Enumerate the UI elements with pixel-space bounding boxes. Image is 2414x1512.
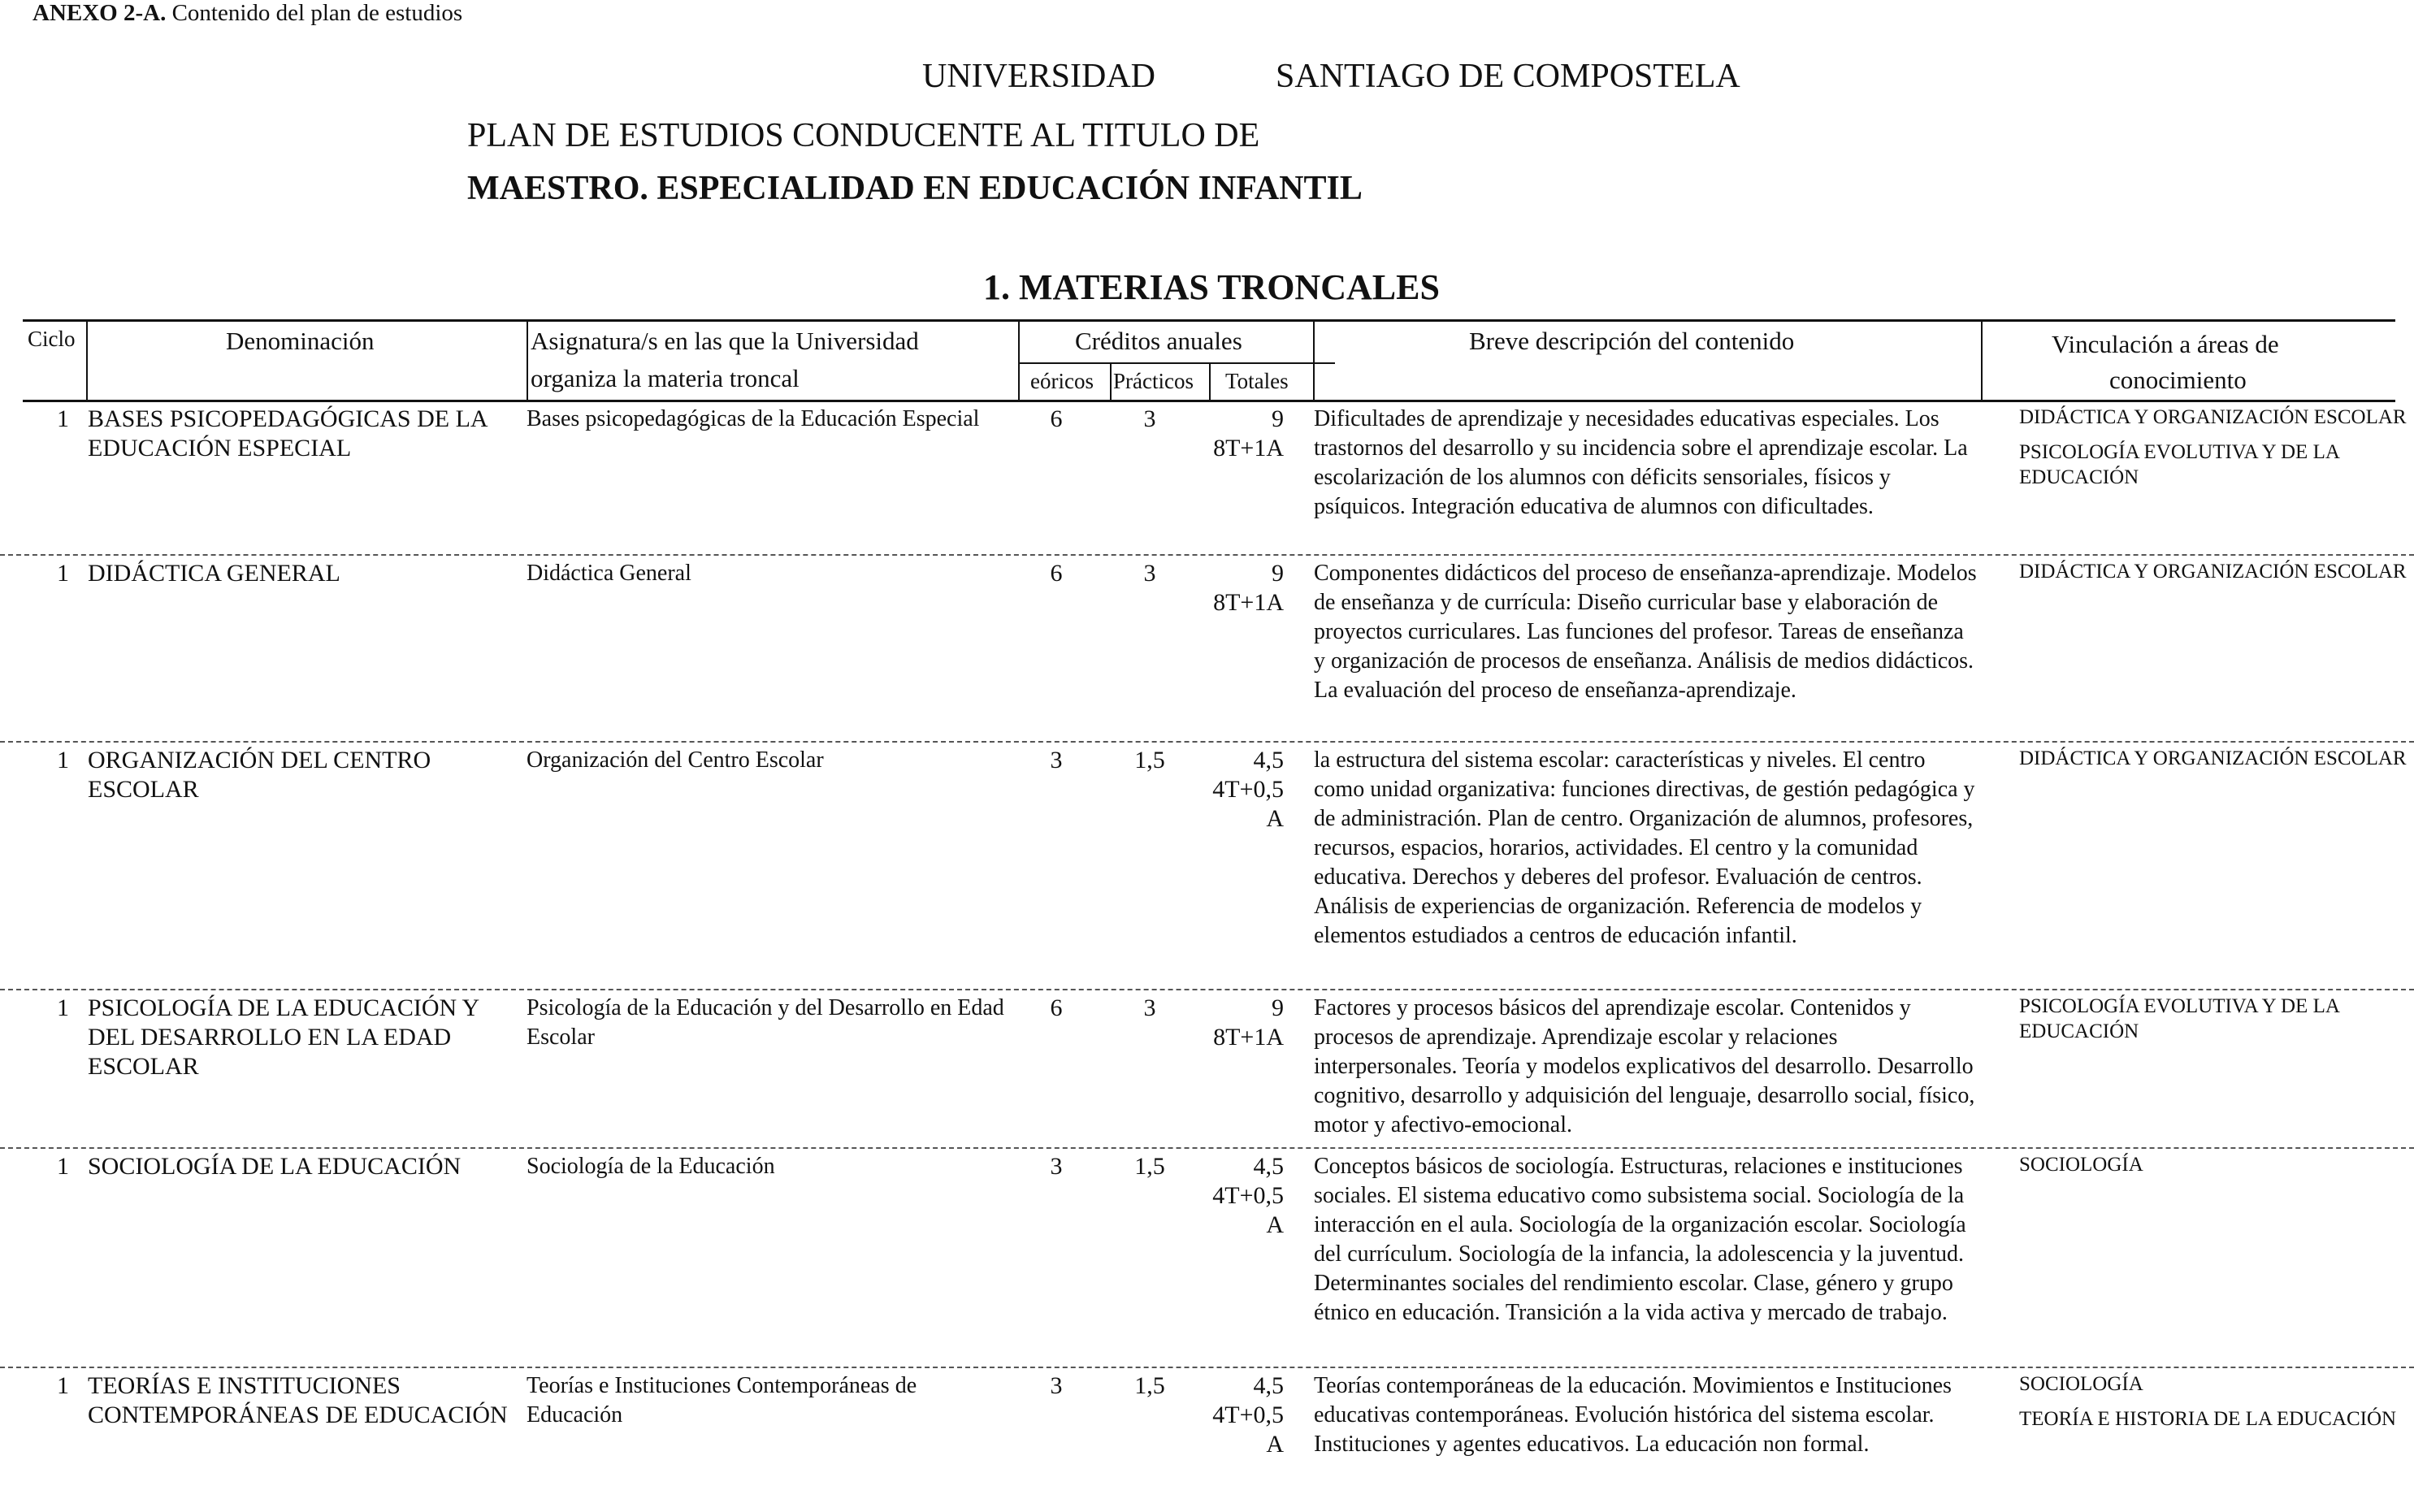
row-ciclo: 1 <box>57 994 69 1021</box>
row-practicos: 1,5 <box>1134 747 1165 773</box>
row-totales <box>1211 405 1284 463</box>
area-item: DIDÁCTICA Y ORGANIZACIÓN ESCOLAR <box>2019 406 2407 428</box>
totales-line: 4T+0,5 <box>1212 776 1284 803</box>
row-practicos: 1,5 <box>1134 1372 1165 1399</box>
col-vinculacion-line1: Vinculación a áreas de <box>2052 330 2279 358</box>
col-asignatura-line1: Asignatura/s en las que la Universidad <box>531 327 919 355</box>
table-row <box>0 989 2414 1149</box>
area-item: PSICOLOGÍA EVOLUTIVA Y DE LA EDUCACIÓN <box>2019 441 2339 488</box>
row-totales <box>1211 746 1284 834</box>
totales-line: 8T+1A <box>1213 589 1284 616</box>
row-asignatura: Psicología de la Educación y del Desarrollo en Edad Escolar <box>527 995 1004 1050</box>
area-item: SOCIOLOGÍA <box>2019 1154 2143 1176</box>
row-totales <box>1211 1152 1284 1240</box>
totales-line: 8T+1A <box>1213 435 1284 461</box>
credits-divider <box>1018 362 1335 364</box>
row-ciclo: 1 <box>57 1372 69 1399</box>
degree-title: MAESTRO. ESPECIALIDAD EN EDUCACIÓN INFANTIL <box>467 170 1363 207</box>
row-denominacion: PSICOLOGÍA DE LA EDUCACIÓN Y DEL DESARROLLO EN LA EDAD ESCOLAR <box>88 994 479 1080</box>
col-creditos: Créditos anuales <box>1075 327 1242 355</box>
row-ciclo: 1 <box>57 1153 69 1180</box>
totales-line: 4,5 <box>1253 747 1284 773</box>
row-ciclo: 1 <box>57 405 69 432</box>
table-row <box>0 741 2414 990</box>
col-denominacion: Denominación <box>226 327 375 355</box>
area-item: SOCIOLOGÍA <box>2019 1373 2143 1395</box>
university-label: UNIVERSIDAD <box>922 58 1155 95</box>
col-divider <box>527 322 528 400</box>
col-divider <box>1110 364 1112 400</box>
table-row <box>0 554 2414 743</box>
row-teoricos: 3 <box>1050 747 1063 773</box>
row-areas <box>2019 746 2414 781</box>
row-teoricos: 3 <box>1050 1153 1063 1180</box>
totales-line: A <box>1266 1211 1284 1238</box>
col-ciclo: Ciclo <box>28 327 76 351</box>
totales-line: 8T+1A <box>1213 1024 1284 1051</box>
row-teoricos: 3 <box>1050 1372 1063 1399</box>
row-areas <box>2019 1371 2414 1441</box>
row-ciclo: 1 <box>57 747 69 773</box>
col-divider <box>86 322 88 400</box>
totales-line: 9 <box>1272 994 1284 1021</box>
row-areas <box>2019 1152 2414 1187</box>
row-descripcion: Conceptos básicos de sociología. Estructuras, relaciones e instituciones sociales. El sistema educativo como subsistema social. Sociología de la interacción en el aula. Sociología de la organización escolar. Sociología del currículum. Sociología de la infancia, la adolescencia y la juventud. Determinantes sociales del rendimiento escolar. Clase, género y grupo étnico en educación. Transición a la vida activa y mercado de trabajo. <box>1314 1154 1966 1325</box>
col-descripcion: Breve descripción del contenido <box>1469 327 1795 355</box>
annex-label: ANEXO 2-A. <box>33 0 167 26</box>
row-teoricos: 6 <box>1050 405 1063 432</box>
row-areas <box>2019 994 2414 1054</box>
col-divider <box>1018 322 1020 400</box>
row-areas <box>2019 559 2414 594</box>
row-teoricos: 6 <box>1050 994 1063 1021</box>
row-practicos: 3 <box>1143 405 1156 432</box>
annex-caption <box>33 0 462 27</box>
row-teoricos: 6 <box>1050 560 1063 587</box>
area-item: TEORÍA E HISTORIA DE LA EDUCACIÓN <box>2019 1408 2397 1430</box>
col-practicos: Prácticos <box>1113 369 1194 393</box>
row-denominacion: BASES PSICOPEDAGÓGICAS DE LA EDUCACIÓN ESPECIAL <box>88 405 487 461</box>
row-denominacion: SOCIOLOGÍA DE LA EDUCACIÓN <box>88 1153 462 1180</box>
row-areas <box>2019 405 2414 500</box>
row-descripcion: Factores y procesos básicos del aprendizaje escolar. Contenidos y procesos de aprendizaje. Aprendizaje escolar y relaciones interpersonales. Teoría y modelos explicativos del desarrollo. Desarrollo cognitivo, desarrollo y adquisición del lenguaje, desarrollo social, físico, motor y afectivo-emocional. <box>1314 995 1975 1137</box>
col-teoricos: eóricos <box>1030 369 1094 393</box>
row-descripcion: Teorías contemporáneas de la educación. Movimientos e Instituciones educativas contemporáneas. Evolución histórica del sistema escolar. Instituciones y agentes educativos. La educación non formal. <box>1314 1373 1952 1457</box>
totales-line: A <box>1266 1431 1284 1458</box>
area-item: DIDÁCTICA Y ORGANIZACIÓN ESCOLAR <box>2019 561 2407 583</box>
annex-text: Contenido del plan de estudios <box>171 0 463 26</box>
row-ciclo: 1 <box>57 560 69 587</box>
totales-line: A <box>1266 805 1284 832</box>
area-item: DIDÁCTICA Y ORGANIZACIÓN ESCOLAR <box>2019 747 2407 769</box>
table-row <box>0 400 2414 556</box>
totales-line: 4,5 <box>1253 1372 1284 1399</box>
row-asignatura: Organización del Centro Escolar <box>527 747 824 773</box>
row-descripcion: Dificultades de aprendizaje y necesidades educativas especiales. Los trastornos del desarrollo y su incidencia sobre el aprendizaje escolar. La escolarización de los alumnos con déficits sensoriales, físicos y psíquicos. Integración educativa de alumnos con dificultades. <box>1314 406 1968 519</box>
university-name: SANTIAGO DE COMPOSTELA <box>1276 58 1740 95</box>
totales-line: 4,5 <box>1253 1153 1284 1180</box>
col-divider <box>1209 364 1211 400</box>
row-totales <box>1211 559 1284 617</box>
row-denominacion: DIDÁCTICA GENERAL <box>88 560 340 587</box>
totales-line: 4T+0,5 <box>1212 1402 1284 1428</box>
table-row <box>0 1367 2414 1501</box>
col-asignatura-line2: organiza la materia troncal <box>531 364 800 392</box>
row-denominacion: ORGANIZACIÓN DEL CENTRO ESCOLAR <box>88 747 431 803</box>
row-denominacion: TEORÍAS E INSTITUCIONES CONTEMPORÁNEAS DE EDUCACIÓN <box>88 1372 508 1428</box>
col-totales: Totales <box>1225 369 1289 393</box>
row-asignatura: Teorías e Instituciones Contemporáneas de Educación <box>527 1373 917 1428</box>
row-practicos: 3 <box>1143 994 1156 1021</box>
col-vinculacion-line2: conocimiento <box>2109 366 2247 394</box>
totales-line: 9 <box>1272 560 1284 587</box>
row-totales <box>1211 1371 1284 1459</box>
col-divider <box>1313 322 1315 400</box>
row-totales <box>1211 994 1284 1052</box>
row-asignatura: Sociología de la Educación <box>527 1154 775 1179</box>
totales-line: 9 <box>1272 405 1284 432</box>
row-practicos: 1,5 <box>1134 1153 1165 1180</box>
row-practicos: 3 <box>1143 560 1156 587</box>
row-descripcion: la estructura del sistema escolar: características y niveles. El centro como unidad organizativa: funciones directivas, de gestión pedagógica y de administración. Plan de centro. Organización de alumnos, profesores, recursos, espacios, horarios, actividades. El centro y la comunidad educativa. Derechos y deberes del profesor. Evaluación de centros. Análisis de experiencias de organización. Referencia de modelos y elementos estudiados a centros de educación infantil. <box>1314 747 1975 948</box>
row-asignatura: Bases psicopedagógicas de la Educación Especial <box>527 406 980 431</box>
totales-line: 4T+0,5 <box>1212 1182 1284 1209</box>
table-header <box>23 319 2395 402</box>
row-asignatura: Didáctica General <box>527 561 691 586</box>
plan-line: PLAN DE ESTUDIOS CONDUCENTE AL TITULO DE <box>467 117 1260 154</box>
section-title: 1. MATERIAS TRONCALES <box>983 267 1440 307</box>
area-item: PSICOLOGÍA EVOLUTIVA Y DE LA EDUCACIÓN <box>2019 995 2339 1042</box>
col-divider <box>1981 322 1983 400</box>
row-descripcion: Componentes didácticos del proceso de enseñanza-aprendizaje. Modelos de enseñanza y de currícula: Diseño curricular base y elaboración de proyectos curriculares. Las funciones del profesor. Tareas de enseñanza y organización de procesos de enseñanza. Análisis de medios didácticos. La evaluación del proceso de enseñanza-aprendizaje. <box>1314 561 1977 703</box>
table-row <box>0 1147 2414 1368</box>
